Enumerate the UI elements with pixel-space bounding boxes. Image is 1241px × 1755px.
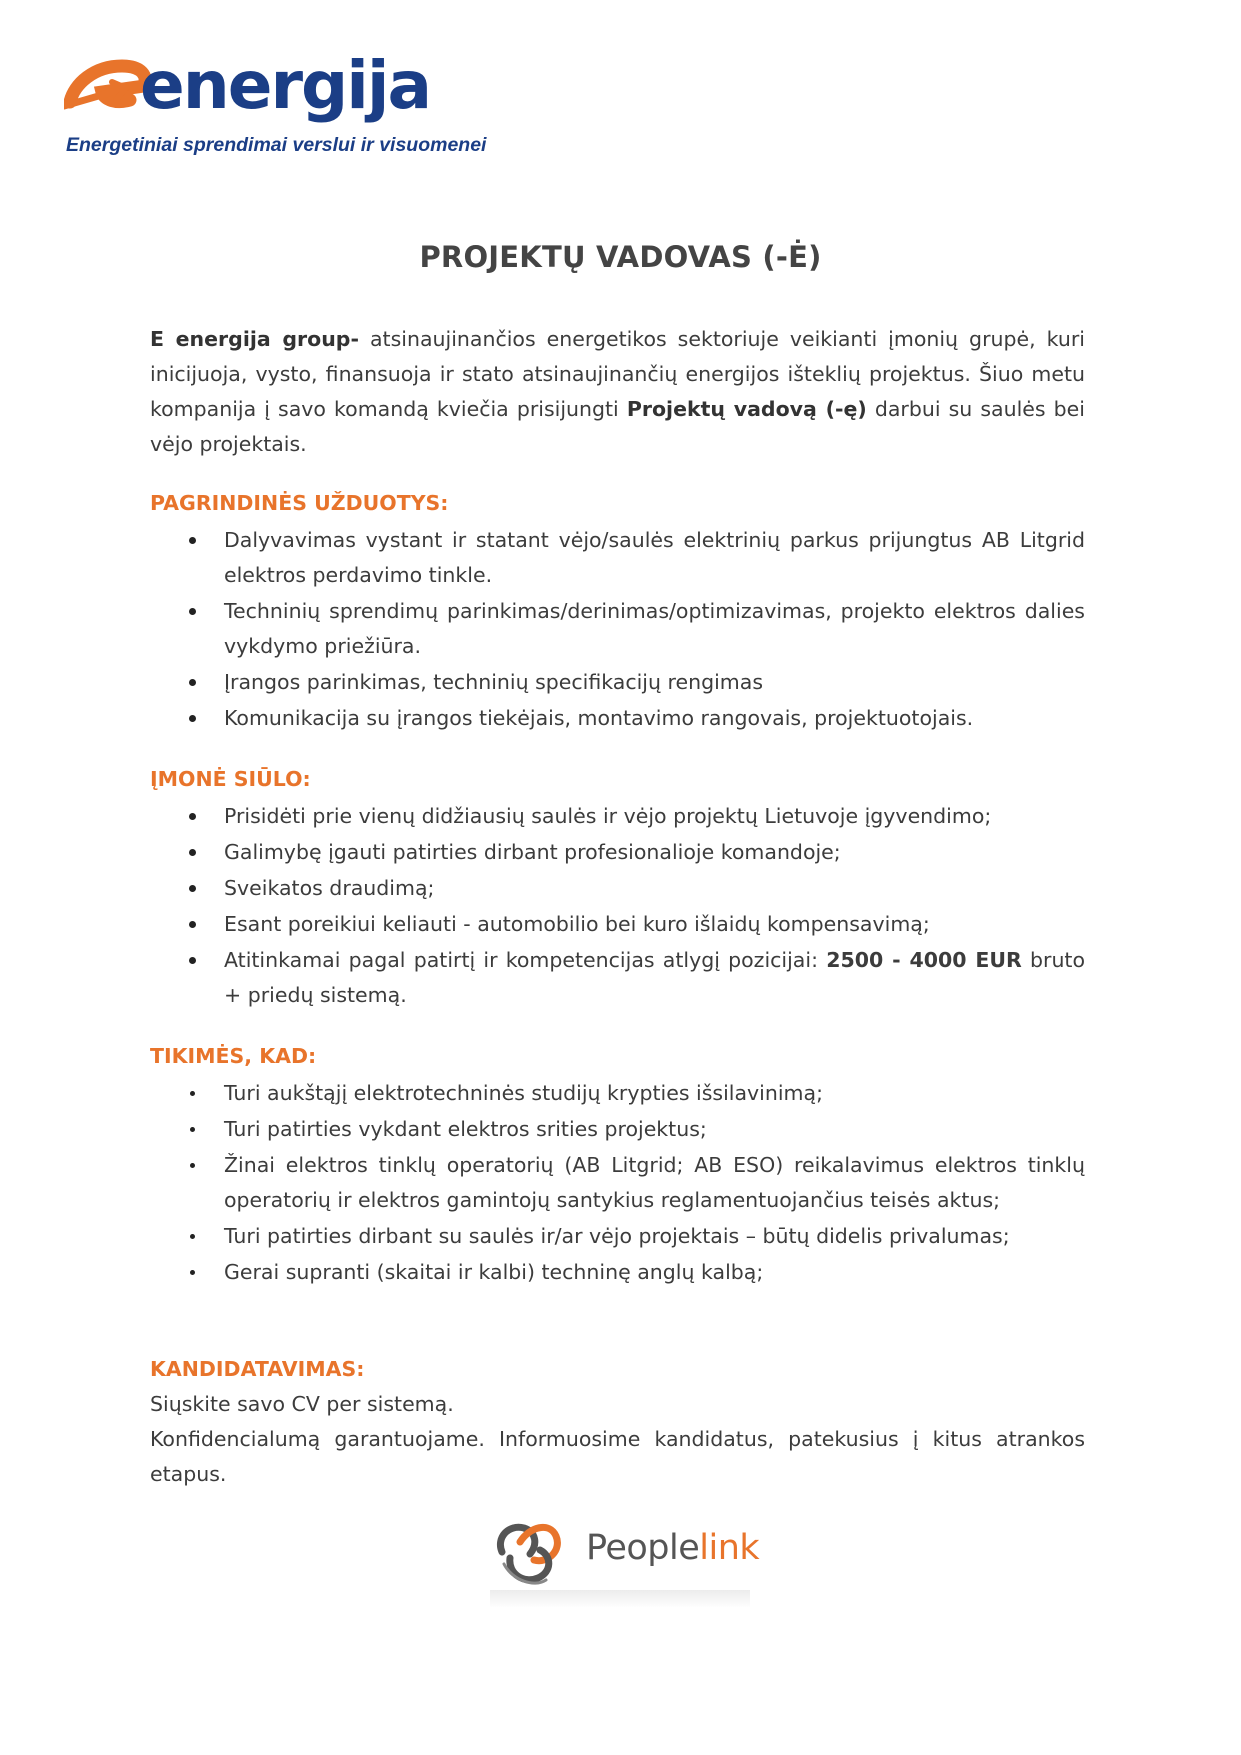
logo-reflection <box>490 1590 750 1608</box>
bullet-icon <box>189 813 196 820</box>
peoplelink-wordmark <box>586 1528 759 1568</box>
list-item <box>224 1255 1085 1290</box>
apply-section <box>150 1387 1085 1492</box>
list-item-text: Turi aukštąjį elektrotechninės studijų krypties išsilavinimą; <box>224 1081 823 1105</box>
bullet-icon <box>189 921 196 928</box>
list-item <box>224 523 1085 593</box>
bullet-icon <box>190 1091 195 1096</box>
bullet-icon <box>189 608 196 615</box>
list-item <box>224 701 1085 736</box>
page-title: PROJEKTŲ VADOVAS (-Ė) <box>419 240 822 274</box>
bullet-icon <box>189 957 196 964</box>
list-item-text: Galimybę įgauti patirties dirbant profesionalioje komandoje; <box>224 840 841 864</box>
peoplelink-logo <box>490 1508 760 1608</box>
intro-paragraph <box>150 322 1085 462</box>
list-item <box>224 665 1085 700</box>
logo-word: energija <box>140 47 431 124</box>
list-item-text: Sveikatos draudimą; <box>224 876 435 900</box>
peoplelink-knot-icon <box>490 1508 570 1598</box>
intro-text-2: darbui su saulės bei vėjo projektais. <box>150 397 1085 456</box>
list-item <box>224 835 1085 870</box>
expect-list <box>150 1076 1085 1290</box>
list-item <box>224 1219 1085 1254</box>
list-item <box>224 594 1085 664</box>
company-name: E energija group- <box>150 327 359 351</box>
salary-amount: 2500 - 4000 EUR <box>826 948 1022 972</box>
peoplelink-word-people: People <box>586 1528 700 1568</box>
list-item-text: Esant poreikiui keliauti - automobilio bei kuro išlaidų kompensavimą; <box>224 912 930 936</box>
bullet-icon <box>189 885 196 892</box>
apply-line-1: Siųskite savo CV per sistemą. <box>150 1392 454 1416</box>
list-item-text: Turi patirties dirbant su saulės ir/ar vėjo projektais – būtų didelis privalumas; <box>224 1224 1010 1248</box>
bullet-icon <box>190 1270 195 1275</box>
position-name: Projektų vadovą (-ę) <box>626 397 867 421</box>
posting-content <box>150 322 1085 1492</box>
list-item-text: Komunikacija su įrangos tiekėjais, montavimo rangovais, projektuotojais. <box>224 706 974 730</box>
e-energija-logo-mark <box>64 44 494 134</box>
bullet-icon <box>189 679 196 686</box>
list-item-text: Gerai supranti (skaitai ir kalbi) techninę anglų kalbą; <box>224 1260 764 1284</box>
salary-text-post: bruto + priedų sistemą. <box>224 948 1086 1007</box>
peoplelink-word-link: link <box>699 1528 760 1568</box>
e-energija-logo <box>64 44 494 154</box>
list-item-text: Dalyvavimas vystant ir statant vėjo/saulės elektrinių parkus prijungtus AB Litgrid elektros perdavimo tinkle. <box>224 528 1085 587</box>
list-item <box>224 1076 1085 1111</box>
list-item-text: Turi patirties vykdant elektros srities projektus; <box>224 1117 707 1141</box>
apply-heading: KANDIDATAVIMAS: <box>150 1357 365 1381</box>
list-item <box>224 907 1085 942</box>
tasks-list <box>150 523 1085 736</box>
list-item <box>224 1148 1085 1218</box>
list-item-text: Techninių sprendimų parinkimas/derinimas/optimizavimas, projekto elektros dalies vykdymo priežiūra. <box>224 599 1085 658</box>
bullet-icon <box>190 1234 195 1239</box>
logo-tagline: Energetiniai sprendimai verslui ir visuomenei <box>66 134 487 156</box>
bullet-icon <box>189 715 196 722</box>
bullet-icon <box>189 537 196 544</box>
apply-line-2: Konfidencialumą garantuojame. Informuosime kandidatus, patekusius į kitus atrankos etapus. <box>150 1427 1085 1486</box>
salary-item <box>224 943 1085 1013</box>
list-item <box>224 1112 1085 1147</box>
bullet-icon <box>190 1127 195 1132</box>
list-item-text: Įrangos parinkimas, techninių specifikacijų rengimas <box>224 670 764 694</box>
bullet-icon <box>190 1163 195 1168</box>
offer-heading: ĮMONĖ SIŪLO: <box>150 767 311 791</box>
list-item-text: Žinai elektros tinklų operatorių (AB Litgrid; AB ESO) reikalavimus elektros tinklų operatorių ir elektros gamintojų santykius reglamentuojančius teisės aktus; <box>224 1153 1085 1212</box>
tasks-heading: PAGRINDINĖS UŽDUOTYS: <box>150 491 449 515</box>
bullet-icon <box>189 849 196 856</box>
list-item-text: Prisidėti prie vienų didžiausių saulės ir vėjo projektų Lietuvoje įgyvendimo; <box>224 804 992 828</box>
list-item <box>224 799 1085 834</box>
expect-heading: TIKIMĖS, KAD: <box>150 1044 317 1068</box>
offer-list <box>150 799 1085 1013</box>
salary-text-pre: Atitinkamai pagal patirtį ir kompetencijas atlygį pozicijai: <box>224 948 827 972</box>
intro-text-1: atsinaujinančios energetikos sektoriuje veikianti įmonių grupė, kuri inicijuoja, vysto, finansuoja ir stato atsinaujinančių energijos išteklių projektus. Šiuo metu kompanija į savo komandą kviečia prisijungti <box>150 327 1085 421</box>
list-item <box>224 871 1085 906</box>
